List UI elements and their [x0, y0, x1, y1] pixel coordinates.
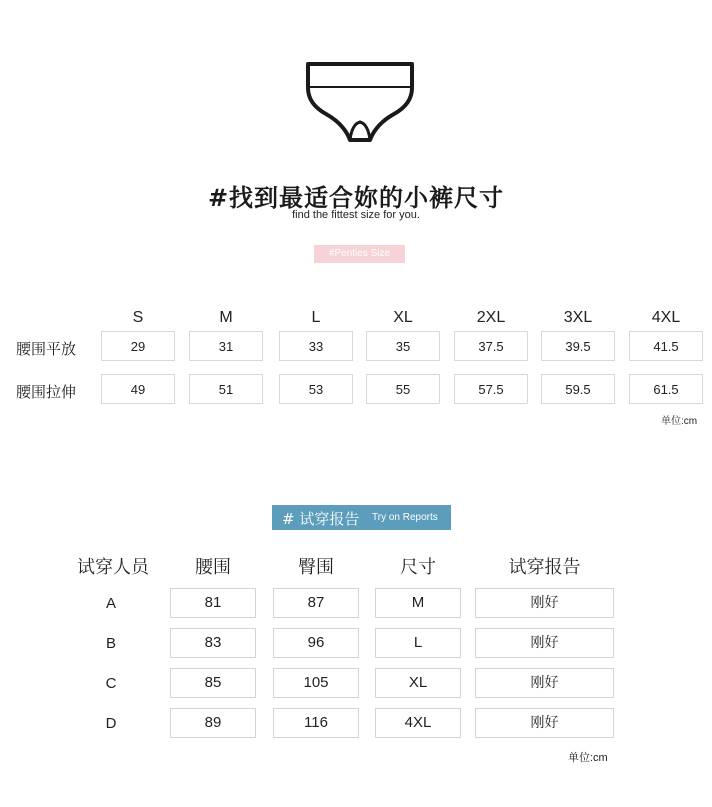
size-cell: 37.5: [454, 331, 528, 361]
report-result-cell: 刚好: [475, 668, 614, 698]
size-cell: 53: [279, 374, 353, 404]
size-cell: 41.5: [629, 331, 703, 361]
report-header-size: 尺寸: [400, 557, 436, 578]
report-size-cell: 4XL: [375, 708, 461, 738]
report-person: B: [105, 635, 116, 652]
report-size-cell: XL: [375, 668, 461, 698]
size-cell: 51: [189, 374, 263, 404]
size-cell: 61.5: [629, 374, 703, 404]
page-subtitle: find the fittest size for you.: [292, 209, 420, 221]
size-cell: 39.5: [541, 331, 615, 361]
size-cell: 57.5: [454, 374, 528, 404]
report-banner-title: # 试穿报告: [282, 510, 360, 528]
row-label-waist-flat: 腰围平放: [16, 340, 77, 358]
report-waist-cell: 81: [170, 588, 256, 618]
size-column-header: L: [311, 309, 321, 326]
report-header-hip: 臀围: [298, 557, 334, 578]
report-section-banner: [272, 505, 451, 530]
page-title: #找到最适合妳的小裤尺寸: [207, 184, 505, 212]
report-waist-cell: 89: [170, 708, 256, 738]
report-hip-cell: 116: [273, 708, 359, 738]
size-column-header: 3XL: [563, 309, 593, 326]
size-column-header: 2XL: [476, 309, 506, 326]
report-header-waist: 腰围: [195, 557, 231, 578]
report-hip-cell: 87: [273, 588, 359, 618]
report-result-cell: 刚好: [475, 588, 614, 618]
report-waist-cell: 83: [170, 628, 256, 658]
size-cell: 35: [366, 331, 440, 361]
report-size-cell: L: [375, 628, 461, 658]
size-unit-note: 单位:cm: [661, 416, 698, 427]
row-label-waist-stretch: 腰围拉伸: [16, 383, 77, 401]
size-cell: 55: [366, 374, 440, 404]
size-column-header: 4XL: [651, 309, 681, 326]
size-cell: 59.5: [541, 374, 615, 404]
report-hip-cell: 96: [273, 628, 359, 658]
size-column-header: M: [219, 309, 233, 326]
report-unit-note: 单位:cm: [568, 752, 608, 764]
size-section-badge: #Penties Size: [314, 245, 405, 263]
size-cell: 49: [101, 374, 175, 404]
report-hip-cell: 105: [273, 668, 359, 698]
report-header-result: 试穿报告: [508, 557, 581, 578]
report-waist-cell: 85: [170, 668, 256, 698]
size-cell: 31: [189, 331, 263, 361]
size-column-header: XL: [393, 309, 413, 326]
size-column-header: S: [132, 309, 144, 326]
report-result-cell: 刚好: [475, 628, 614, 658]
report-banner-subtitle: Try on Reports: [372, 512, 438, 523]
report-result-cell: 刚好: [475, 708, 614, 738]
size-cell: 33: [279, 331, 353, 361]
report-size-cell: M: [375, 588, 461, 618]
report-person: D: [105, 715, 117, 732]
report-header-person: 试穿人员: [77, 557, 149, 578]
panties-icon: [302, 58, 418, 146]
report-person: A: [105, 595, 116, 612]
size-cell: 29: [101, 331, 175, 361]
report-person: C: [105, 675, 117, 692]
